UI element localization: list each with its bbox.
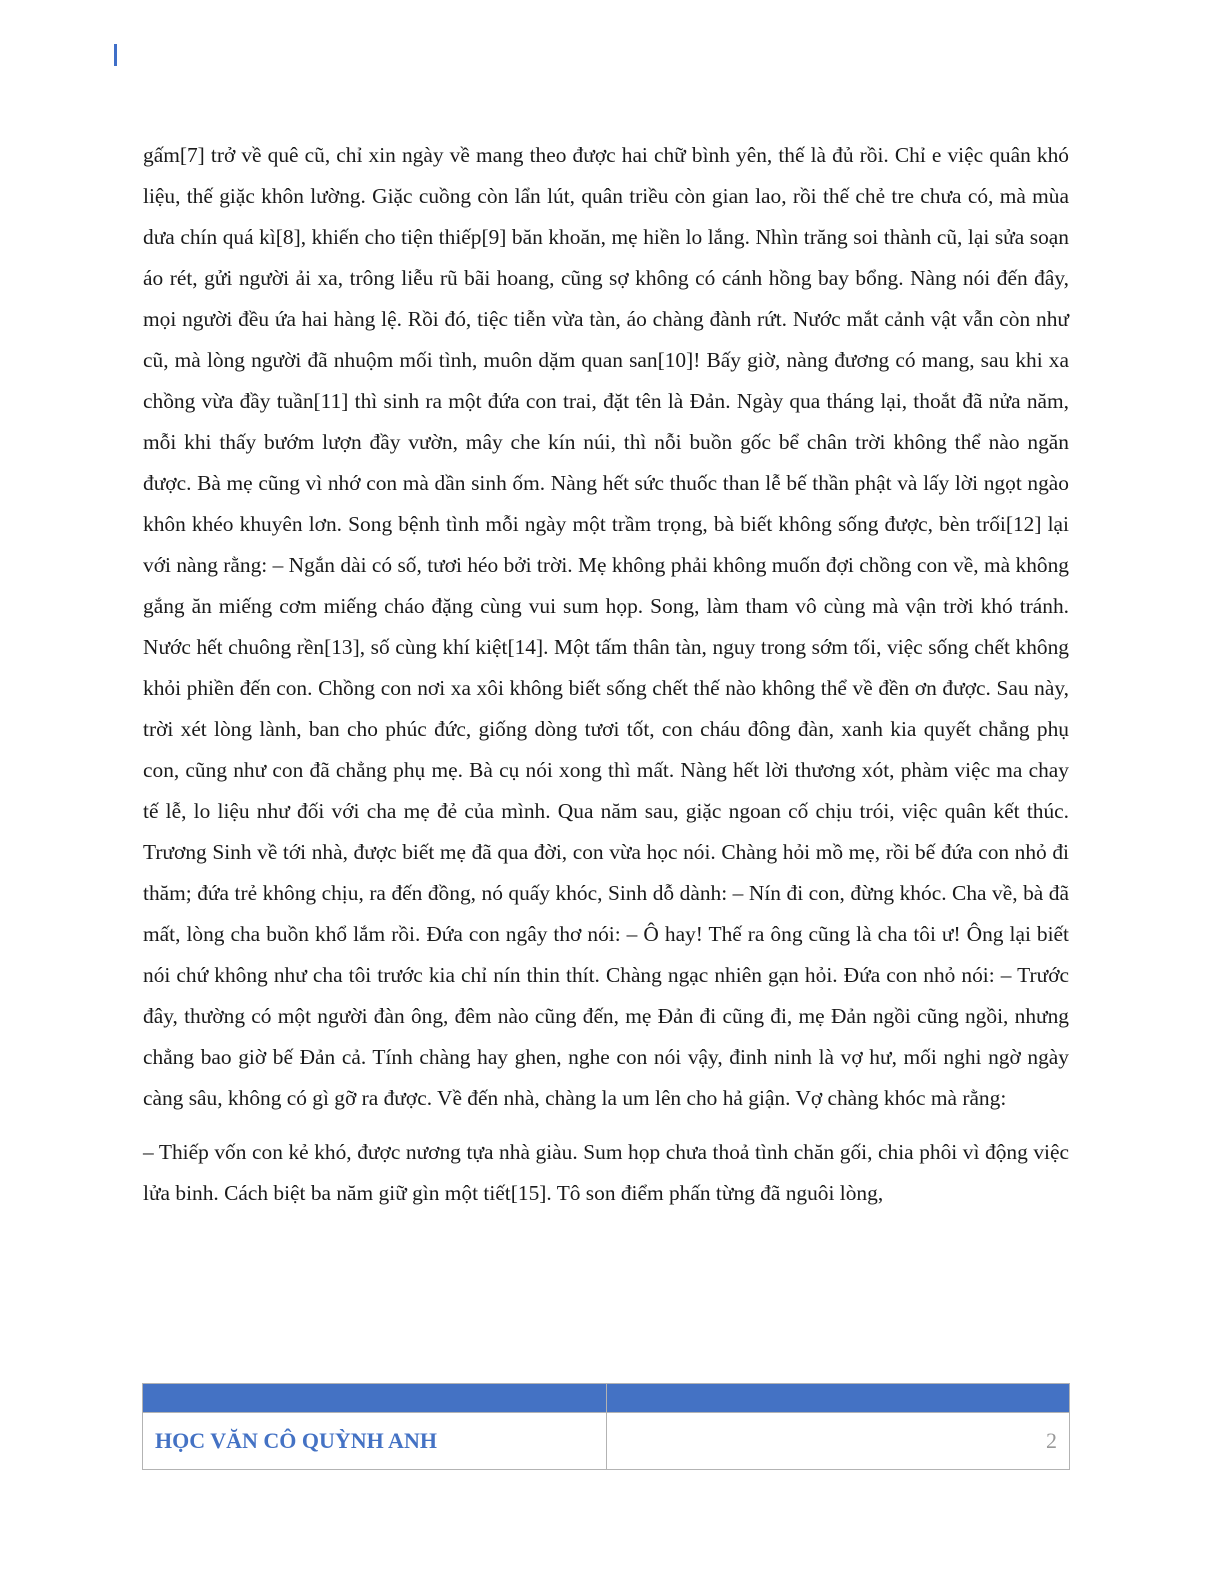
text-cursor — [114, 44, 117, 66]
footer-content-row — [143, 1413, 1070, 1470]
page-number: 2 — [1046, 1428, 1057, 1453]
document-body — [143, 135, 1069, 1214]
body-paragraph-1: gấm[7] trở về quê cũ, chỉ xin ngày về mang theo được hai chữ bình yên, thế là đủ rồi. Chỉ e việc quân khó liệu, thế giặc khôn lường. Giặc cuồng còn lẩn lút, quân triều còn gian lao, rồi thế chẻ tre chưa có, mà mùa dưa chín quá kì[8], khiến cho tiện thiếp[9] băn khoăn, mẹ hiền lo lắng. Nhìn trăng soi thành cũ, lại sửa soạn áo rét, gửi người ải xa, trông liễu rũ bãi hoang, cũng sợ không có cánh hồng bay bổng. Nàng nói đến đây, mọi người đều ứa hai hàng lệ. Rồi đó, tiệc tiễn vừa tàn, áo chàng đành rứt. Nước mắt cảnh vật vẫn còn như cũ, mà lòng người đã nhuộm mối tình, muôn dặm quan san[10]! Bấy giờ, nàng đương có mang, sau khi xa chồng vừa đầy tuần[11] thì sinh ra một đứa con trai, đặt tên là Đản. Ngày qua tháng lại, thoắt đã nửa năm, mỗi khi thấy bướm lượn đầy vườn, mây che kín núi, thì nỗi buồn gốc bể chân trời không thể nào ngăn được. Bà mẹ cũng vì nhớ con mà dần sinh ốm. Nàng hết sức thuốc than lễ bế thần phật và lấy lời ngọt ngào khôn khéo khuyên lơn. Song bệnh tình mỗi ngày một trầm trọng, bà biết không sống được, bèn trối[12] lại với nàng rằng: – Ngắn dài có số, tươi héo bởi trời. Mẹ không phải không muốn đợi chồng con về, mà không gắng ăn miếng cơm miếng cháo đặng cùng vui sum họp. Song, làm tham vô cùng mà vận trời khó tránh. Nước hết chuông rền[13], số cùng khí kiệt[14]. Một tấm thân tàn, nguy trong sớm tối, việc sống chết không khỏi phiền đến con. Chồng con nơi xa xôi không biết sống chết thế nào không thể về đền ơn được. Sau này, trời xét lòng lành, ban cho phúc đức, giống dòng tươi tốt, con cháu đông đàn, xanh kia quyết chẳng phụ con, cũng như con đã chẳng phụ mẹ. Bà cụ nói xong thì mất. Nàng hết lời thương xót, phàm việc ma chay tế lễ, lo liệu như đối với cha mẹ đẻ của mình. Qua năm sau, giặc ngoan cố chịu trói, việc quân kết thúc. Trương Sinh về tới nhà, được biết mẹ đã qua đời, con vừa học nói. Chàng hỏi mồ mẹ, rồi bế đứa con nhỏ đi thăm; đứa trẻ không chịu, ra đến đồng, nó quấy khóc, Sinh dỗ dành: – Nín đi con, đừng khóc. Cha về, bà đã mất, lòng cha buồn khổ lắm rồi. Đứa con ngây thơ nói: – Ô hay! Thế ra ông cũng là cha tôi ư! Ông lại biết nói chứ không như cha tôi trước kia chỉ nín thin thít. Chàng ngạc nhiên gạn hỏi. Đứa con nhỏ nói: – Trước đây, thường có một người đàn ông, đêm nào cũng đến, mẹ Đản đi cũng đi, mẹ Đản ngồi cũng ngồi, nhưng chẳng bao giờ bế Đản cả. Tính chàng hay ghen, nghe con nói vậy, đinh ninh là vợ hư, mối nghi ngờ ngày càng sâu, không có gì gỡ ra được. Về đến nhà, chàng la um lên cho hả giận. Vợ chàng khóc mà rằng: — [143, 143, 1069, 1110]
footer-title: HỌC VĂN CÔ QUỲNH ANH — [155, 1428, 437, 1453]
footer-accent-band — [143, 1384, 1070, 1413]
footer-band-left — [143, 1384, 607, 1413]
page-footer — [142, 1383, 1070, 1470]
footer-page-cell — [607, 1413, 1070, 1470]
footer-band-right — [607, 1384, 1070, 1413]
footer-title-cell — [143, 1413, 607, 1470]
body-paragraph-2: – Thiếp vốn con kẻ khó, được nương tựa nhà giàu. Sum họp chưa thoả tình chăn gối, chia phôi vì động việc lửa binh. Cách biệt ba năm giữ gìn một tiết[15]. Tô son điểm phấn từng đã nguôi lòng, — [143, 1140, 1069, 1205]
